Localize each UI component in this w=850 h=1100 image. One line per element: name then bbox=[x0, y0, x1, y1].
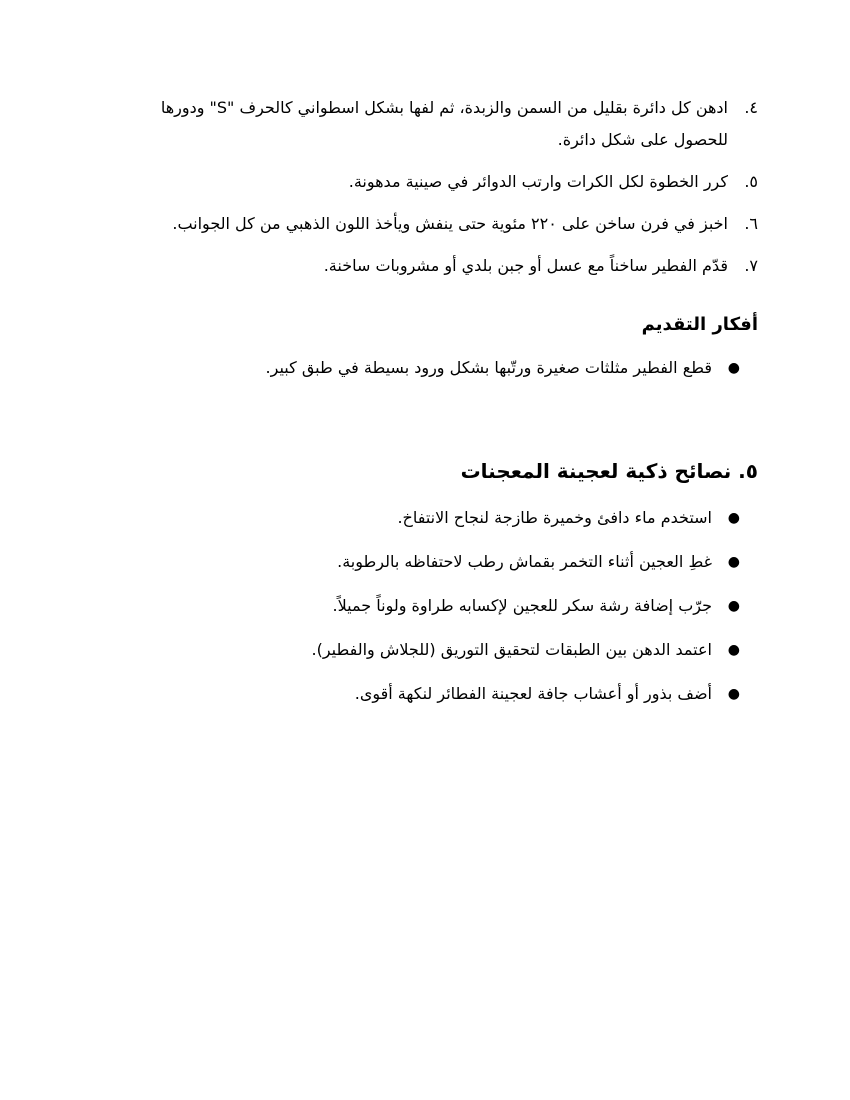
serving-ideas-list bbox=[118, 356, 758, 380]
list-item bbox=[118, 550, 740, 574]
list-item-text: أضف بذور أو أعشاب جافة لعجينة الفطائر لنكهة أقوى. bbox=[354, 684, 712, 703]
tips-list bbox=[118, 506, 758, 706]
step-text: ادهن كل دائرة بقليل من السمن والزبدة، ثم لفها بشكل اسطواني كالحرف "S" ودورها للحصول على شكل دائرة. bbox=[160, 98, 728, 149]
list-item bbox=[118, 594, 740, 618]
list-item-text: قطع الفطير مثلثات صغيرة ورتّبها بشكل ورود بسيطة في طبق كبير. bbox=[265, 358, 712, 377]
list-item bbox=[118, 638, 740, 662]
list-item bbox=[118, 356, 740, 380]
list-item-text: استخدم ماء دافئ وخميرة طازجة لنجاح الانتفاخ. bbox=[397, 508, 712, 527]
document-content bbox=[118, 92, 758, 726]
bullet-icon: ● bbox=[727, 554, 740, 570]
step-number: ٤. bbox=[744, 98, 758, 117]
step-text: كرر الخطوة لكل الكرات وارتب الدوائر في صينية مدهونة. bbox=[348, 172, 728, 191]
step-number: ٧. bbox=[744, 256, 758, 275]
bullet-icon: ● bbox=[727, 642, 740, 658]
step-number: ٦. bbox=[744, 214, 758, 233]
serving-ideas-heading: أفكار التقديم bbox=[641, 314, 758, 335]
tips-heading: ٥. نصائح ذكية لعجينة المعجنات bbox=[460, 459, 758, 483]
bullet-icon: ● bbox=[727, 510, 740, 526]
recipe-step bbox=[118, 92, 758, 156]
recipe-step bbox=[118, 250, 758, 282]
step-text: اخبز في فرن ساخن على ٢٢٠ مئوية حتى ينفش ويأخذ اللون الذهبي من كل الجوانب. bbox=[172, 214, 728, 233]
recipe-step bbox=[118, 208, 758, 240]
list-item bbox=[118, 682, 740, 706]
bullet-icon: ● bbox=[727, 598, 740, 614]
list-item-text: غطِ العجين أثناء التخمر بقماش رطب لاحتفاظه بالرطوبة. bbox=[337, 552, 712, 571]
recipe-steps-list bbox=[118, 92, 758, 282]
list-item-text: اعتمد الدهن بين الطبقات لتحقيق التوريق (للجلاش والفطير). bbox=[311, 640, 712, 659]
list-item-text: جرّب إضافة رشة سكر للعجين لإكسابه طراوة ولوناً جميلاً. bbox=[332, 596, 712, 615]
bullet-icon: ● bbox=[727, 686, 740, 702]
recipe-step bbox=[118, 166, 758, 198]
step-text: قدّم الفطير ساخناً مع عسل أو جبن بلدي أو مشروبات ساخنة. bbox=[323, 256, 728, 275]
bullet-icon: ● bbox=[727, 360, 740, 376]
step-number: ٥. bbox=[744, 172, 758, 191]
list-item bbox=[118, 506, 740, 530]
